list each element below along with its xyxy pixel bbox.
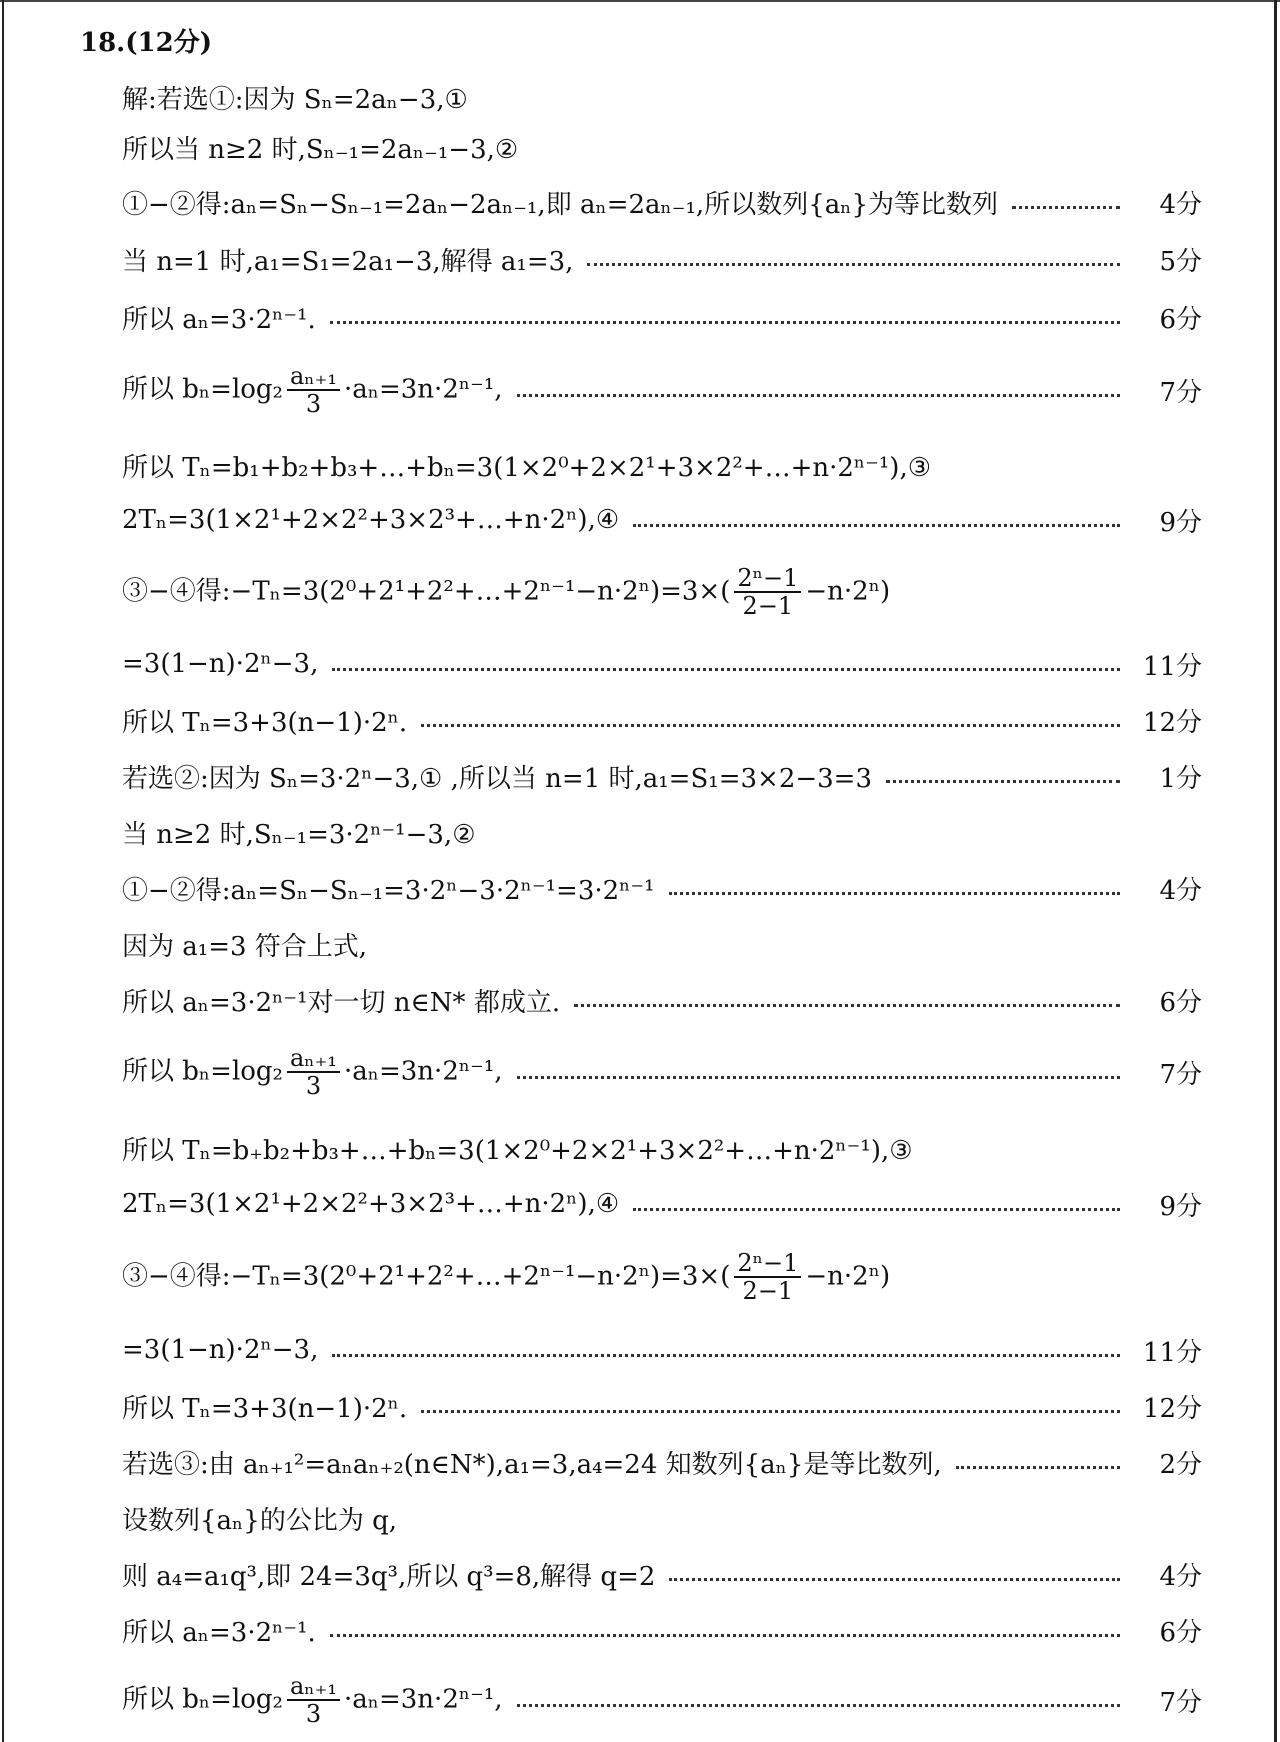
line-text <box>122 1556 655 1593</box>
score-label: 4分 <box>1159 875 1202 906</box>
line-text <box>122 447 931 484</box>
line-text <box>122 649 318 679</box>
score-label: 11分 <box>1142 1337 1202 1368</box>
solution-line <box>122 237 1202 281</box>
score-label: 1分 <box>1159 763 1202 794</box>
line-text-main: 所以 Tₙ=b₁+b₂+b₃+…+bₙ=3(1×2⁰+2×2¹+3×2²+…+n·2ⁿ⁻¹),③ <box>122 452 932 483</box>
line-text-main: 所以 bₙ=log₂ <box>122 374 283 404</box>
fraction-numerator: aₙ₊₁ <box>287 1045 340 1073</box>
score-label: 6分 <box>1159 987 1202 1018</box>
solution-line <box>122 358 1202 422</box>
dot-leader <box>517 392 1120 397</box>
score-label: 7分 <box>1159 1059 1202 1090</box>
line-text-main: 所以 Tₙ=b₊b₂+b₃+…+bₙ=3(1×2⁰+2×2¹+3×2²+…+n·2ⁿ⁻¹),③ <box>122 1135 913 1166</box>
solution-line <box>122 1182 1202 1226</box>
line-text <box>122 1673 503 1728</box>
score-label: 6分 <box>1159 304 1202 335</box>
line-text <box>122 814 476 851</box>
line-text <box>122 1189 619 1219</box>
dot-leader <box>669 890 1120 895</box>
solution-line <box>122 125 1202 169</box>
score-label: 2分 <box>1159 1449 1202 1480</box>
line-text <box>122 505 619 535</box>
fraction-numerator: aₙ₊₁ <box>287 363 340 391</box>
line-text <box>122 79 468 116</box>
fraction-denominator: 3 <box>305 1072 322 1100</box>
solution-line <box>122 1552 1202 1596</box>
line-text-after: −n·2ⁿ) <box>805 576 891 606</box>
solution-line <box>122 1440 1202 1484</box>
dot-leader <box>886 778 1120 783</box>
line-text-main: 解:若选①:因为 Sₙ=2aₙ−3,① <box>122 84 468 115</box>
solution-line <box>122 1384 1202 1428</box>
line-text-main: ①−②得:aₙ=Sₙ−Sₙ₋₁=2aₙ−2aₙ₋₁,即 aₙ=2aₙ₋₁,所以数列{aₙ}为等比数列 <box>122 189 999 220</box>
line-text-main: 则 a₄=a₁q³,即 24=3q³,所以 q³=8,解得 q=2 <box>122 1561 656 1592</box>
solution-line <box>122 75 1202 119</box>
dot-leader <box>332 1352 1120 1357</box>
score-label: 7分 <box>1159 1687 1202 1718</box>
solution-line <box>122 754 1202 798</box>
line-text <box>122 1335 318 1365</box>
solution-line <box>122 698 1202 742</box>
dot-leader <box>517 1074 1120 1079</box>
solution-line <box>122 1328 1202 1372</box>
solution-line <box>122 180 1202 224</box>
line-text <box>122 1250 890 1305</box>
line-text-main: 所以 Tₙ=3+3(n−1)·2ⁿ. <box>122 1393 408 1424</box>
line-text <box>122 702 407 739</box>
solution-line <box>122 498 1202 542</box>
line-text <box>122 870 655 907</box>
solution-line <box>122 866 1202 910</box>
line-text <box>122 758 872 795</box>
line-text-main: =3(1−n)·2ⁿ−3, <box>122 649 319 679</box>
line-text-main: ③−④得:−Tₙ=3(2⁰+2¹+2²+…+2ⁿ⁻¹−n·2ⁿ)=3×( <box>122 576 731 606</box>
line-text-main: 所以 bₙ=log₂ <box>122 1056 283 1086</box>
fraction-numerator: aₙ₊₁ <box>287 1673 340 1701</box>
solution-line <box>122 978 1202 1022</box>
fraction <box>287 1673 340 1728</box>
line-text <box>122 926 367 963</box>
line-text <box>122 565 890 620</box>
solution-line <box>122 642 1202 686</box>
dot-leader <box>1012 204 1120 209</box>
dot-leader <box>633 1206 1120 1211</box>
line-text <box>122 1130 913 1167</box>
line-text-main: 所以当 n≥2 时,Sₙ₋₁=2aₙ₋₁−3,② <box>122 134 519 165</box>
line-text-main: 所以 Tₙ=3+3(n−1)·2ⁿ. <box>122 707 408 738</box>
dot-leader <box>421 1408 1120 1413</box>
line-text-main: ①−②得:aₙ=Sₙ−Sₙ₋₁=3·2ⁿ−3·2ⁿ⁻¹=3·2ⁿ⁻¹ <box>122 875 655 906</box>
score-label: 4分 <box>1159 189 1202 220</box>
line-text-main: 2Tₙ=3(1×2¹+2×2²+3×2³+…+n·2ⁿ),④ <box>122 1189 620 1219</box>
dot-leader <box>587 261 1120 266</box>
fraction <box>734 1250 801 1305</box>
score-label: 6分 <box>1159 1617 1202 1648</box>
fraction-denominator: 3 <box>305 1700 322 1728</box>
line-text-main: 若选③:由 aₙ₊₁²=aₙaₙ₊₂(n∈N*),a₁=3,a₄=24 知数列{aₙ}是等比数列, <box>122 1449 942 1480</box>
line-text-main: =3(1−n)·2ⁿ−3, <box>122 1335 319 1365</box>
line-text-main: 所以 bₙ=log₂ <box>122 1684 283 1714</box>
solution-line <box>122 1126 1202 1170</box>
line-text <box>122 1500 397 1537</box>
fraction-numerator: 2ⁿ−1 <box>734 1250 801 1278</box>
line-text-main: 所以 aₙ=3·2ⁿ⁻¹. <box>122 1617 316 1648</box>
fraction <box>734 565 801 620</box>
line-text-after: ·aₙ=3n·2ⁿ⁻¹, <box>343 1056 503 1086</box>
dot-leader <box>669 1576 1120 1581</box>
line-text <box>122 982 560 1019</box>
solution-line <box>122 560 1202 624</box>
line-text <box>122 1612 316 1649</box>
line-text <box>122 1388 407 1425</box>
line-text <box>122 241 573 278</box>
fraction-denominator: 2−1 <box>742 592 794 620</box>
solution-line <box>122 295 1202 339</box>
solution-line <box>122 443 1202 487</box>
score-label: 12分 <box>1142 707 1202 738</box>
score-label: 5分 <box>1159 246 1202 277</box>
line-text-after: ·aₙ=3n·2ⁿ⁻¹, <box>343 374 503 404</box>
solution-line <box>122 810 1202 854</box>
solution-line <box>122 922 1202 966</box>
line-text-main: ③−④得:−Tₙ=3(2⁰+2¹+2²+…+2ⁿ⁻¹−n·2ⁿ)=3×( <box>122 1261 731 1291</box>
line-text <box>122 363 503 418</box>
page-left-edge <box>2 0 4 1742</box>
line-text-main: 当 n≥2 时,Sₙ₋₁=3·2ⁿ⁻¹−3,② <box>122 819 476 850</box>
fraction <box>287 363 340 418</box>
fraction <box>287 1045 340 1100</box>
line-text <box>122 1045 503 1100</box>
line-text-main: 若选②:因为 Sₙ=3·2ⁿ−3,① ,所以当 n=1 时,a₁=S₁=3×2−3=3 <box>122 763 873 794</box>
score-label: 7分 <box>1159 377 1202 408</box>
dot-leader <box>332 666 1120 671</box>
line-text <box>122 184 998 221</box>
line-text <box>122 1444 942 1481</box>
score-label: 9分 <box>1159 1191 1202 1222</box>
line-text-main: 设数列{aₙ}的公比为 q, <box>122 1505 398 1536</box>
page-right-edge <box>1274 0 1277 1742</box>
fraction-denominator: 3 <box>305 390 322 418</box>
solution-line <box>122 1245 1202 1309</box>
fraction-numerator: 2ⁿ−1 <box>734 565 801 593</box>
score-label: 9分 <box>1159 507 1202 538</box>
line-text-main: 2Tₙ=3(1×2¹+2×2²+3×2³+…+n·2ⁿ),④ <box>122 505 620 535</box>
dot-leader <box>574 1002 1120 1007</box>
dot-leader <box>330 1632 1120 1637</box>
dot-leader <box>633 522 1120 527</box>
line-text-main: 所以 aₙ=3·2ⁿ⁻¹. <box>122 304 316 335</box>
dot-leader <box>956 1464 1120 1469</box>
solution-line <box>122 1608 1202 1652</box>
solution-line <box>122 1496 1202 1540</box>
fraction-denominator: 2−1 <box>742 1277 794 1305</box>
score-label: 4分 <box>1159 1561 1202 1592</box>
dot-leader <box>517 1702 1120 1707</box>
line-text-after: ·aₙ=3n·2ⁿ⁻¹, <box>343 1684 503 1714</box>
solution-line <box>122 1040 1202 1104</box>
line-text-main: 当 n=1 时,a₁=S₁=2a₁−3,解得 a₁=3, <box>122 246 574 277</box>
question-number: 18.(12分) <box>80 28 213 58</box>
dot-leader <box>421 722 1120 727</box>
score-label: 12分 <box>1142 1393 1202 1424</box>
dot-leader <box>330 319 1120 324</box>
line-text-main: 因为 a₁=3 符合上式, <box>122 931 368 962</box>
line-text-main: 所以 aₙ=3·2ⁿ⁻¹对一切 n∈N* 都成立. <box>122 987 561 1018</box>
solution-line <box>122 1668 1202 1732</box>
line-text <box>122 129 518 166</box>
page-top-edge <box>0 0 1280 2</box>
line-text-after: −n·2ⁿ) <box>805 1261 891 1291</box>
score-label: 11分 <box>1142 651 1202 682</box>
line-text <box>122 299 316 336</box>
